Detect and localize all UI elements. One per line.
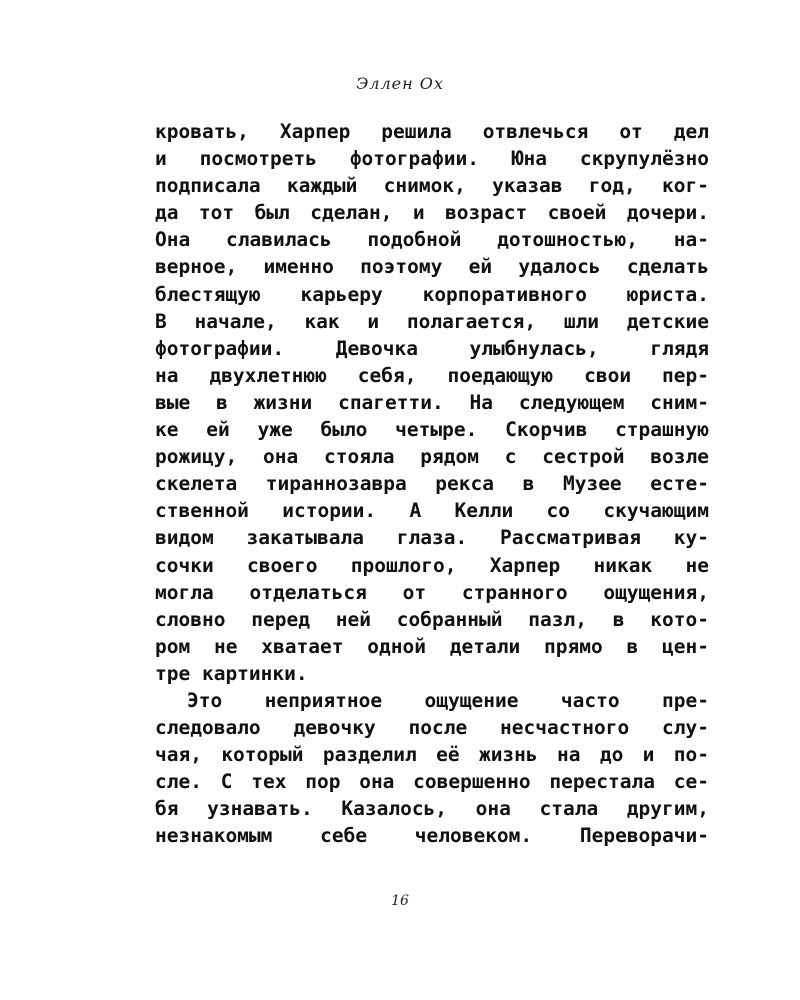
text-line: Это неприятное ощущение часто пре- (187, 688, 709, 712)
text-line: фотографии. Девочка улыбнулась, глядя (155, 336, 709, 360)
text-line: бя узнавать. Казалось, она стала другим, (155, 797, 709, 821)
text-line: ром не хватает одной детали прямо в цен- (155, 634, 709, 658)
text-line: Она славилась подобной дотошностью, на- (155, 228, 709, 252)
page-number: 16 (391, 893, 409, 909)
text-line: рожицу, она стояла рядом с сестрой возле (155, 445, 709, 469)
text-line: вые в жизни спагетти. На следующем сним- (155, 390, 709, 414)
text-line: и посмотреть фотографии. Юна скрупулёзно (155, 147, 709, 171)
text-line: да тот был сделан, и возраст своей дочери. (155, 201, 709, 225)
text-line: сле. С тех пор она совершенно перестала се- (155, 770, 709, 794)
text-line: могла отделаться от странного ощущения, (155, 580, 709, 604)
text-line: следовало девочку после несчастного слу- (155, 716, 709, 740)
text-line: видом закатывала глаза. Рассматривая ку- (155, 526, 709, 550)
running-head: Эллен Ох (356, 74, 444, 93)
text-line: ке ей уже было четыре. Скорчив страшную (155, 418, 709, 442)
text-line: В начале, как и полагается, шли детские (155, 309, 709, 333)
text-line: сочки своего прошлого, Харпер никак не (155, 553, 709, 577)
text-line: подписала каждый снимок, указав год, ког- (155, 174, 709, 198)
text-line: на двухлетнюю себя, поедающую свои пер- (155, 363, 709, 387)
text-line: ственной истории. А Келли со скучающим (155, 499, 709, 523)
text-line: скелета тираннозавра рекса в Музее есте- (155, 472, 709, 496)
text-line: верное, именно поэтому ей удалось сделать (155, 255, 709, 279)
text-line: незнакомым себе человеком. Переворачи- (155, 824, 709, 848)
text-line: чая, который разделил её жизнь на до и по- (155, 743, 709, 767)
text-line: словно перед ней собранный пазл, в кото- (155, 607, 709, 631)
text-line: блестящую карьеру корпоративного юриста. (155, 282, 709, 306)
body-text (155, 118, 709, 850)
text-line: тре картинки. (155, 661, 308, 685)
text-line: кровать, Харпер решила отвлечься от дел (155, 120, 709, 143)
